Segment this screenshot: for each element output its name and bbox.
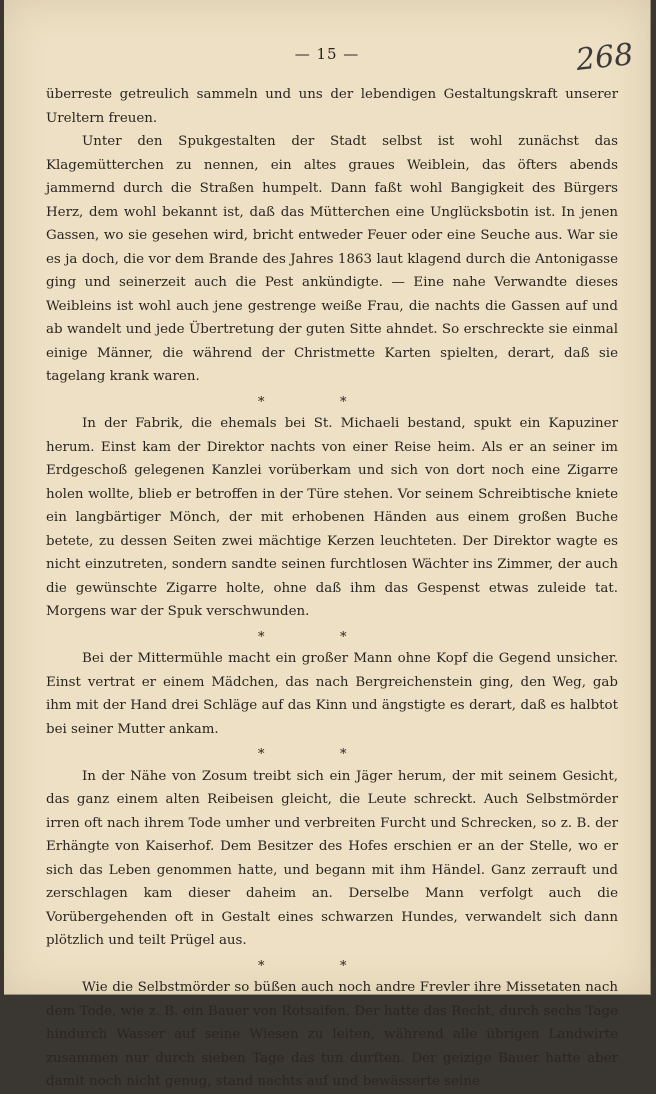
asterisk: * — [258, 747, 265, 762]
paragraph: Bei der Mittermühle macht ein großer Mann ohne Kopf die Gegend unsicher. Einst vertrat er einem Mädchen, das nach Bergreichenstein ging, den Weg, gab ihm mit der Hand drei Schläge auf das Kinn und ängstigte es derart, daß es halbtot bei seiner Mutter ankam. — [46, 651, 618, 737]
section-separator — [46, 389, 618, 413]
handwritten-archive-number: 268 — [574, 37, 635, 78]
section-separator — [46, 953, 618, 977]
asterisk: * — [340, 958, 347, 974]
page-number: — 15 — — [294, 45, 360, 63]
asterisk: * — [340, 747, 347, 762]
asterisk: * — [258, 629, 265, 645]
paragraph: In der Nähe von Zosum treibt sich ein Jäger herum, der mit seinem Gesicht, das ganz einem alten Reibeisen gleicht, die Leute schreckt. Auch Selbstmörder irren oft nach ihrem Tode umher und verbreiten Furcht und Schrecken, so z. B. der Erhängte von Kaiserhof. Dem Besitzer des Hofes erschien er an der Stelle, wo er sich das Leben genommen hatte, und begann mit ihm Händel. Ganz zerrauft und zerschlagen kam dieser daheim an. Derselbe Mann verfolgt auch die Vorübergehenden oft in Gestalt eines schwarzen Hundes, verwandelt sich dann plötzlich und teilt Prügel aus. — [46, 768, 618, 948]
asterisk: * — [258, 394, 265, 410]
asterisk: * — [258, 958, 265, 974]
section-separator — [46, 741, 618, 765]
document-page — [4, 0, 651, 1089]
body-text — [46, 83, 618, 1094]
paragraph: Unter den Spukgestalten der Stadt selbst ist wohl zunächst das Klagemütterchen zu nennen, ein altes graues Weiblein, das öfters abends jammernd durch die Straßen humpelt. Dann faßt wohl Bangigkeit des Bürgers Herz, dem wohl bekannt ist, daß das Mütterchen eine Unglücksbotin ist. In jenen Gassen, wo sie gesehen wird, bricht entweder Feuer oder eine Seuche aus. War sie es ja doch, die vor dem Brande des Jahres 1863 laut klagend durch die Antonigasse ging und seinerzeit auch die Pest ankündigte. — Eine nahe Verwandte dieses Weibleins ist wohl auch jene gestrenge weiße Frau, die nachts die Gassen auf und ab wandelt und jede Übertretung der guten Sitte ahndet. So erschreckte sie einmal einige Männer, die während der Christmette Karten spielten, derart, daß sie tagelang krank waren. — [46, 134, 618, 384]
paragraph: überreste getreulich sammeln und uns der lebendigen Gestaltungskraft unserer Ureltern freuen. — [46, 87, 618, 126]
asterisk: * — [340, 394, 347, 410]
paragraph: Wie die Selbstmörder so büßen auch noch andre Frevler ihre Missetaten nach dem Tode, wie z. B. ein Bauer von Rotsaifen. Der hatte das Recht, durch sechs Tage hindurch Wasser auf seine Wiesen zu leiten, während alle übrigen Landwirte zusammen nur durch sieben Tage das tun durften. Der geizige Bauer hatte aber damit noch nicht genug, stand nachts auf und bewässerte seine — [46, 980, 618, 1089]
asterisk: * — [340, 629, 347, 645]
paragraph: In der Fabrik, die ehemals bei St. Michaeli bestand, spukt ein Kapuziner herum. Einst kam der Direktor nachts von einer Reise heim. Als er an seiner im Erdgeschoß gelegenen Kanzlei vorüberkam und sich von dort noch eine Zigarre holen wollte, blieb er betroffen in der Türe stehen. Vor seinem Schreibtische kniete ein langbärtiger Mönch, der mit erhobenen Händen aus einem großen Buche betete, zu dessen Seiten zwei mächtige Kerzen leuchteten. Der Direktor wagte es nicht einzutreten, sondern sandte seinen furchtlosen Wächter ins Zimmer, der auch die gewünschte Zigarre holte, ohne daß ihm das Gespenst etwas zuleide tat. Morgens war der Spuk verschwunden. — [46, 416, 618, 619]
section-separator — [46, 624, 618, 648]
